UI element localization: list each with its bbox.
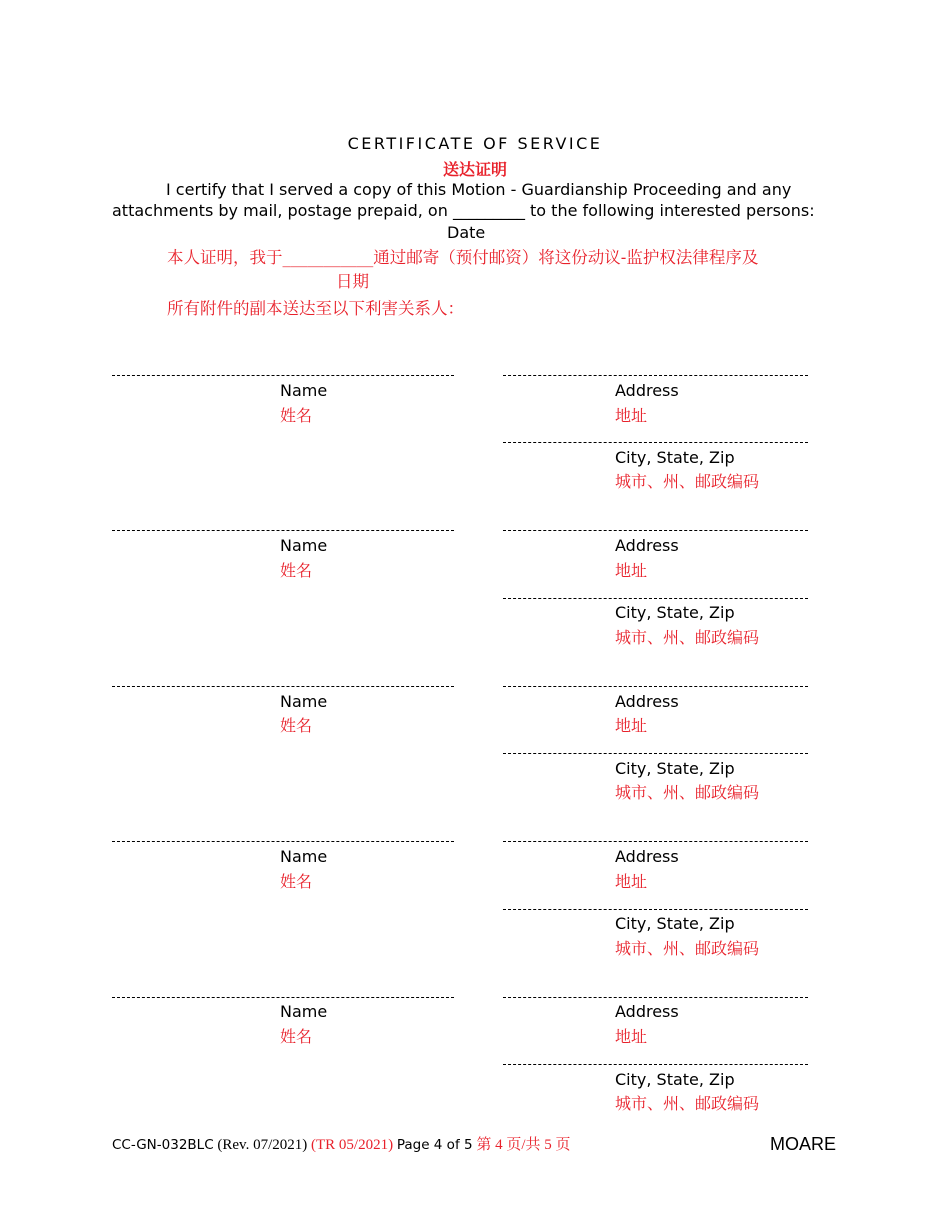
address-line[interactable] (503, 841, 808, 842)
city-state-zip-label: City, State, Zip (615, 603, 735, 622)
moare-label: MOARE (770, 1134, 837, 1154)
name-label-zh: 姓名 (280, 1027, 313, 1046)
name-label-zh: 姓名 (280, 561, 313, 580)
city-state-zip-line[interactable] (503, 1064, 808, 1065)
address-label-zh: 地址 (615, 716, 648, 735)
statement-line-1: I certify that I served a copy of this Motion - Guardianship Proceeding and any (166, 180, 792, 199)
city-state-zip-label: City, State, Zip (615, 759, 735, 778)
address-line[interactable] (503, 997, 808, 998)
city-state-zip-line[interactable] (503, 598, 808, 599)
page-footer (112, 1133, 571, 1154)
date-label: Date (447, 223, 486, 242)
address-label: Address (615, 1002, 679, 1021)
city-state-zip-label-zh: 城市、州、邮政编码 (615, 1094, 760, 1113)
name-label-zh: 姓名 (280, 406, 313, 425)
certificate-title-zh: 送达证明 (442, 160, 507, 179)
city-state-zip-label-zh: 城市、州、邮政编码 (615, 783, 760, 802)
city-state-zip-label-zh: 城市、州、邮政编码 (615, 628, 760, 647)
city-state-zip-line[interactable] (503, 753, 808, 754)
certificate-title: CERTIFICATE OF SERVICE (347, 134, 603, 153)
name-signature-line[interactable] (112, 686, 454, 687)
city-state-zip-line[interactable] (503, 909, 808, 910)
city-state-zip-label: City, State, Zip (615, 914, 735, 933)
name-label-zh: 姓名 (280, 872, 313, 891)
page-info: Page 4 of 5 (396, 1137, 473, 1153)
statement-line-2: attachments by mail, postage prepaid, on _________ to the following interested persons: (112, 201, 815, 220)
address-label: Address (615, 847, 679, 866)
address-line[interactable] (503, 375, 808, 376)
name-signature-line[interactable] (112, 997, 454, 998)
form-revision: (Rev. 07/2021) (217, 1137, 308, 1153)
form-number: CC-GN-032BLC (112, 1137, 214, 1153)
city-state-zip-label-zh: 城市、州、邮政编码 (615, 472, 760, 491)
name-label: Name (280, 847, 328, 866)
address-label: Address (615, 536, 679, 555)
city-state-zip-label-zh: 城市、州、邮政编码 (615, 939, 760, 958)
date-label-zh: 日期 (336, 272, 369, 291)
address-label: Address (615, 381, 679, 400)
address-line[interactable] (503, 530, 808, 531)
address-label-zh: 地址 (615, 1027, 648, 1046)
name-label-zh: 姓名 (280, 716, 313, 735)
name-label: Name (280, 381, 328, 400)
translation-revision: (TR 05/2021) (311, 1137, 394, 1153)
address-label-zh: 地址 (615, 561, 648, 580)
page-info-zh: 第 4 页/共 5 页 (476, 1137, 571, 1153)
name-signature-line[interactable] (112, 841, 454, 842)
name-label: Name (280, 1002, 328, 1021)
name-signature-line[interactable] (112, 530, 454, 531)
address-line[interactable] (503, 686, 808, 687)
name-label: Name (280, 692, 328, 711)
address-label-zh: 地址 (615, 872, 648, 891)
city-state-zip-label: City, State, Zip (615, 448, 735, 467)
city-state-zip-line[interactable] (503, 442, 808, 443)
name-label: Name (280, 536, 328, 555)
address-label-zh: 地址 (615, 406, 648, 425)
city-state-zip-label: City, State, Zip (615, 1070, 735, 1089)
name-signature-line[interactable] (112, 375, 454, 376)
statement-zh-line-1: 本人证明，我于___________通过邮寄（预付邮资）将这份动议-监护权法律程序及 (167, 248, 759, 267)
statement-zh-line-2: 所有附件的副本送达至以下利害关系人： (167, 299, 464, 318)
address-label: Address (615, 692, 679, 711)
